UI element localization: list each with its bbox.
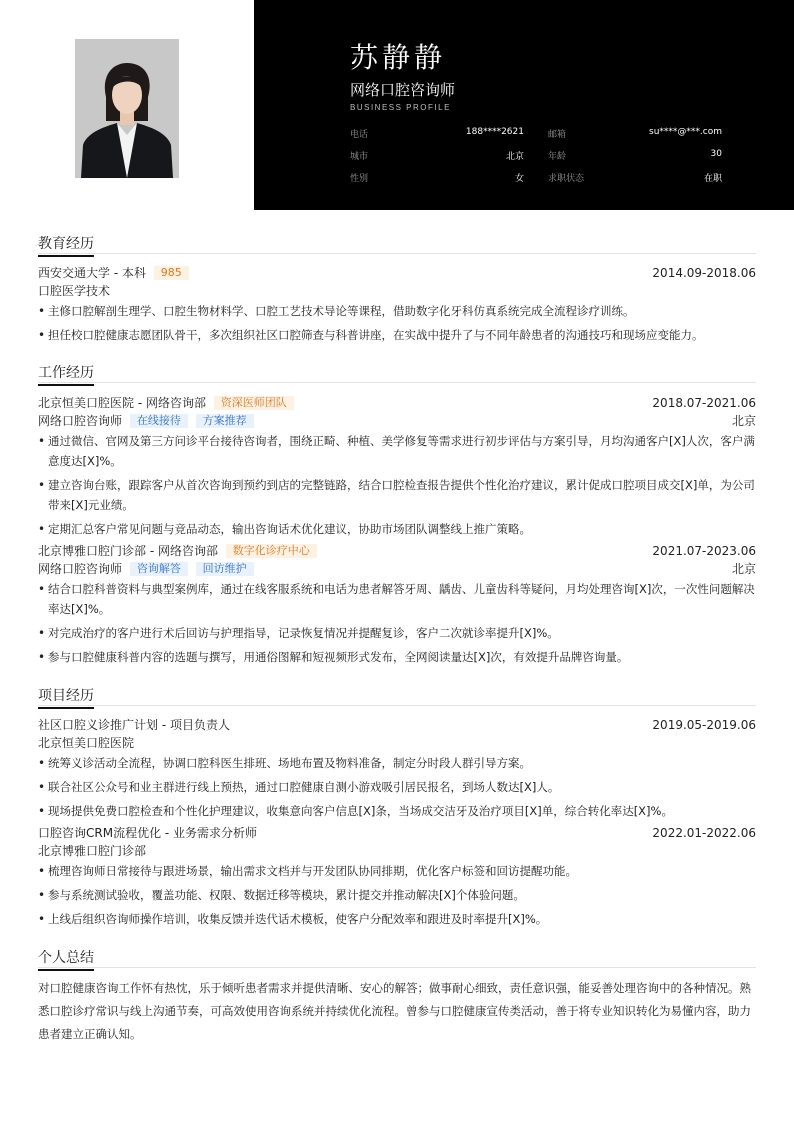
role-title: 网络口腔咨询师 — [38, 414, 123, 428]
section-title: 项目经历 — [38, 687, 94, 709]
entry-dates: 2021.07-2023.06 — [652, 544, 756, 558]
entry-dates: 2022.01-2022.06 — [652, 826, 756, 840]
info-phone — [350, 127, 524, 141]
bullet-item: • 对完成治疗的客户进行术后回访与护理指导，记录恢复情况并提醒复诊，客户二次就诊率提升[X]%。 — [38, 623, 756, 643]
work-section — [38, 362, 756, 386]
section-divider — [38, 967, 756, 968]
location: 北京 — [731, 562, 756, 576]
entry-header — [38, 264, 756, 282]
project-entry — [38, 716, 756, 825]
education-entry — [38, 264, 756, 349]
info-label: 电话 — [350, 130, 369, 140]
school-tag: 985 — [154, 266, 189, 280]
entry-header — [38, 716, 756, 734]
info-value: su****@***.com — [649, 127, 722, 137]
entry-dates: 2019.05-2019.06 — [652, 718, 756, 732]
role-title: 网络口腔咨询师 — [38, 562, 123, 576]
entry-header — [38, 824, 756, 842]
target-job-title: 网络口腔咨询师 — [350, 81, 456, 99]
bullet-item: • 建立咨询台账，跟踪客户从首次咨询到预约到店的完整链路，结合口腔检查报告提供个性化治疗建议，累计促成口腔项目成交[X]单，为公司带来[X]元业绩。 — [38, 475, 756, 515]
resume-header — [0, 0, 794, 210]
bullet-item: • 统筹义诊活动全流程，协调口腔科医生排班、场地布置及物料准备，制定分时段人群引导方案。 — [38, 753, 756, 773]
project-name-role: 社区口腔义诊推广计划 - 项目负责人 — [38, 718, 230, 732]
project-org: 北京恒美口腔医院 — [38, 736, 135, 750]
company-tag: 数字化诊疗中心 — [226, 544, 317, 558]
bullet-list — [38, 431, 756, 539]
bullet-list — [38, 753, 756, 821]
work-entry — [38, 542, 756, 671]
bullet-list — [38, 301, 756, 345]
major: 口腔医学技术 — [38, 284, 111, 298]
school-degree: 西安交通大学 - 本科 — [38, 266, 146, 280]
entry-header — [38, 394, 756, 412]
bullet-item: • 主修口腔解剖生理学、口腔生物材料学、口腔工艺技术导论等课程，借助数字化牙科仿真系统完成全流程诊疗训练。 — [38, 301, 756, 321]
entry-header — [38, 542, 756, 560]
company-dept: 北京恒美口腔医院 - 网络咨询部 — [38, 396, 206, 410]
section-divider — [38, 253, 756, 254]
project-entry — [38, 824, 756, 933]
bullet-item: • 上线后组织咨询师操作培训，收集反馈并迭代话术模板，使客户分配效率和跟进及时率提升[X]%。 — [38, 909, 756, 929]
summary-body — [38, 977, 756, 1046]
profile-label: BUSINESS PROFILE — [350, 103, 451, 112]
entry-dates: 2018.07-2021.06 — [652, 396, 756, 410]
info-label: 性别 — [350, 174, 369, 184]
projects-section — [38, 685, 756, 709]
header-panel — [254, 0, 794, 210]
summary-section — [38, 947, 756, 971]
info-city — [350, 149, 524, 163]
info-label: 年龄 — [548, 152, 567, 162]
info-label: 邮箱 — [548, 130, 567, 140]
section-divider — [38, 705, 756, 706]
bullet-item: • 担任校口腔健康志愿团队骨干，多次组织社区口腔筛查与科普讲座，在实战中提升了与不同年龄患者的沟通技巧和现场应变能力。 — [38, 325, 756, 345]
info-label: 求职状态 — [548, 174, 585, 184]
role-tag: 在线接待 — [130, 414, 188, 428]
project-name-role: 口腔咨询CRM流程优化 - 业务需求分析师 — [38, 826, 258, 840]
role-tag: 回访维护 — [196, 562, 254, 576]
bullet-item: • 现场提供免费口腔检查和个性化护理建议，收集意向客户信息[X]条，当场成交洁牙及治疗项目[X]单，综合转化率达[X]%。 — [38, 801, 756, 821]
bullet-item: • 联合社区公众号和业主群进行线上预热，通过口腔健康自测小游戏吸引居民报名，到场人数达[X]人。 — [38, 777, 756, 797]
company-dept: 北京博雅口腔门诊部 - 网络咨询部 — [38, 544, 218, 558]
info-value: 北京 — [505, 152, 524, 162]
section-title: 工作经历 — [38, 364, 94, 386]
project-org: 北京博雅口腔门诊部 — [38, 844, 147, 858]
info-value: 在职 — [703, 174, 722, 184]
work-entry — [38, 394, 756, 543]
profile-photo — [75, 39, 179, 178]
company-tag: 资深医师团队 — [214, 396, 294, 410]
bullet-list — [38, 861, 756, 929]
bullet-item: • 定期汇总客户常见问题与竞品动态，输出咨询话术优化建议，协助市场团队调整线上推广策略。 — [38, 519, 756, 539]
entry-dates: 2014.09-2018.06 — [652, 266, 756, 280]
bullet-item: • 梳理咨询师日常接待与跟进场景，输出需求文档并与开发团队协同排期，优化客户标签和回访提醒功能。 — [38, 861, 756, 881]
candidate-name: 苏静静 — [350, 41, 447, 74]
role-tag: 咨询解答 — [130, 562, 188, 576]
section-divider — [38, 382, 756, 383]
bullet-item: • 参与口腔健康科普内容的选题与撰写，用通俗图解和短视频形式发布，全网阅读量达[X]次，有效提升品牌咨询量。 — [38, 647, 756, 667]
role-tag: 方案推荐 — [196, 414, 254, 428]
summary-text: 对口腔健康咨询工作怀有热忱，乐于倾听患者需求并提供清晰、安心的解答；做事耐心细致，责任意识强，能妥善处理咨询中的各种情况。熟悉口腔诊疗常识与线上沟通节奏，可高效使用咨询系统并持续优化流程。曾参与口腔健康宣传类活动，善于将专业知识转化为易懂内容，助力患者建立正确认知。 — [38, 981, 751, 1041]
education-section — [38, 233, 756, 257]
bullet-list — [38, 579, 756, 667]
info-value: 188****2621 — [465, 127, 524, 137]
info-label: 城市 — [350, 152, 369, 162]
role-row — [38, 560, 756, 578]
section-title: 教育经历 — [38, 235, 94, 257]
info-job-status — [548, 171, 722, 185]
bullet-item: • 通过微信、官网及第三方问诊平台接待咨询者，围绕正畸、种植、美学修复等需求进行初步评估与方案引导，月均沟通客户[X]人次，客户满意度达[X]%。 — [38, 431, 756, 471]
location: 北京 — [731, 414, 756, 428]
info-gender — [350, 171, 524, 185]
info-age — [548, 149, 722, 163]
bullet-item: • 结合口腔科普资料与典型案例库，通过在线客服系统和电话为患者解答牙周、龋齿、儿童齿科等疑问，月均处理咨询[X]次，一次性问题解决率达[X]%。 — [38, 579, 756, 619]
info-value: 女 — [514, 174, 524, 184]
role-row — [38, 412, 756, 430]
bullet-item: • 参与系统测试验收，覆盖功能、权限、数据迁移等模块，累计提交并推动解决[X]个体验问题。 — [38, 885, 756, 905]
info-email — [548, 127, 722, 141]
section-title: 个人总结 — [38, 949, 94, 971]
portrait-image — [75, 39, 179, 178]
info-value: 30 — [710, 149, 722, 159]
